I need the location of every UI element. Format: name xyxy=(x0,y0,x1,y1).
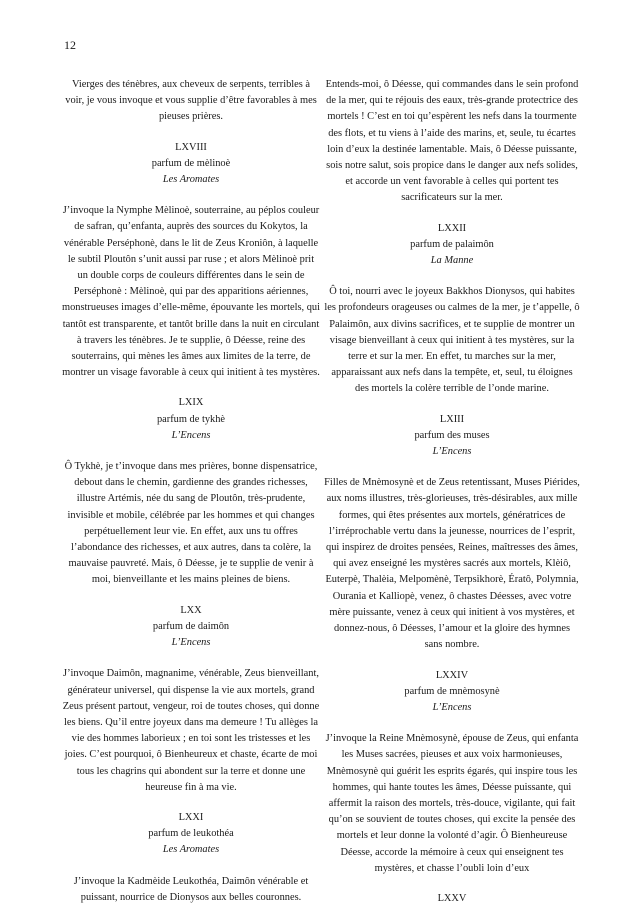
hymn-text: J’invoque Daimôn, magnanime, vénérable, Zeus bienveillant, générateur universel, qui dispense la vie aux mortels, grand Zeus présent partout, vengeur, roi de toutes choses, qui donne les biens. Qu’il entre joyeux dans ma demeure ! Tu allèges la vie des hommes laborieux ; en toi sont les tristesses et les joies. C’est pourquoi, ô Bienheureux et chaste, écarte de moi tous les chagrins qui abondent sur la terre et donne une heureuse fin à ma vie. xyxy=(62,668,320,793)
hymn-aromate: La Manne xyxy=(430,255,474,267)
hymn-text: Ô Tykhè, je t’invoque dans mes prières, bonne dispensatrice, debout dans le chemin, gardienne des grandes richesses, illustre Artémis, née du sang de Ploutôn, très-prudente, invisible et mobile, célébrée par les hommes et qui changes perpétuellement leur vie. En effet, aux uns tu offres l’abondance des richesses, et aux autres, dans ta colère, la mauvaise pauvreté. Mais, ô Déesse, je te supplie de venir à moi, bienveillante et les mains pleines de biens. xyxy=(64,461,318,586)
left-column xyxy=(62,77,320,906)
hymn-aromate: L’Encens xyxy=(171,429,211,441)
continued-text: Entends-moi, ô Déesse, qui commandes dans le sein profond de la mer, qui te réjouis des eaux, très-grande protectrice des mortels ! C’est en toi qu’espèrent les nefs dans la tourmente des flots, et tu viens à l’aide des marins, et, seule, tu écartes loin d’eux la destinée lamentable. Mais, ô Déesse puissante, sois notre salut, sois propice dans le danger aux nefs solides, et accorde un vent favorable à celles qui portent tes sacrificateurs sur la mer. xyxy=(325,79,579,204)
hymn-text: Ô toi, nourri avec le joyeux Bakkhos Dionysos, qui habites les profondeurs orageuses ou calmes de la mer, je t’appelle, ô Palaimôn, aux divins sacrifices, et te supplie de montrer un visage bienveillant à ceux qui initient à tes mystères, sur la terre et sur la mer. En effet, tu marches sur la mer, apparaissant aux nefs dans la tempête, et, seul, tu éloignes des mortels la colère terrible de l’onde marine. xyxy=(324,286,580,395)
hymn-numeral: LXXI xyxy=(178,811,204,823)
hymn-perfume: parfum de palaimôn xyxy=(410,238,494,250)
hymn-text: Filles de Mnèmosynè et de Zeus retentissant, Muses Piérides, aux noms illustres, très-glorieuses, très-désirables, aux mille formes, qui êtes présentes aux mortels, génératrices de l’irréprochable vertu dans la jeunesse, nourrices de l’esprit, qui inspirez de droites pensées, Reines, maîtresses des âmes, qui avez enseigné les mystères sacrés aux mortels, Klèiô, Euterpè, Thalèia, Melpomènè, Terpsikhorè, Ératô, Polymnia, Ourania et Kalliopè, venez, ô chastes Déesses, avec votre mère puissante, venez à ceux qui initient à vos mystères, et donnez-nous, ô Déesses, l’amour et la gloire des hymnes sans nombre. xyxy=(324,477,580,651)
hymn-numeral: LXVIII xyxy=(175,141,207,153)
hymn-text: J’invoque la Nymphe Mèlinoè, souterraine, au péplos couleur de safran, qu’enfanta, auprès des sources du Kokytos, la vénérable Perséphonè, dans le lit de Zeus Kroniôn, à laquelle le subtil Ploutôn s’unit aussi par ruse ; et alors Mèlinoè prit un double corps de couleurs différentes dans le sein de Perséphonè : Mèlinoè, qui par des apparitions aériennes, monstrueuses images d’elle-même, épouvante les mortels, qui tantôt est transparente, et tantôt brille dans la nuit en circulant à travers les ténèbres. Je te supplie, ô Déesse, reine des souterrains, qui mènes les âmes aux limites de la terre, de montrer un visage favorable à ceux qui initient à tes mystères. xyxy=(62,205,320,379)
continued-text: Vierges des ténèbres, aux cheveux de serpents, terribles à voir, je vous invoque et vous supplie d’être favorables à mes pieuses prières. xyxy=(65,79,317,123)
hymn-text: J’invoque la Reine Mnèmosynè, épouse de Zeus, qui enfanta les Muses sacrées, pieuses et aux voix harmonieuses, Mnèmosynè qui guérit les esprits égarés, qui inspire tous les hommes, qui hante toutes les âmes, Déesse puissante, qui affermit la raison des mortels, très-douce, vigilante, qui fait qu’on se souvient de toutes choses, qui excite la pensée des mortels et leur donne la volonté d’agir. Ô Bienheureuse Déesse, accorde la mémoire à ceux qui enseignent tes mystères, et chasse l’oubli loin d’eux xyxy=(325,733,579,874)
hymn-perfume: parfum des muses xyxy=(414,429,490,441)
hymn-perfume: parfum de leukothéa xyxy=(148,828,234,840)
hymn-text: J’invoque la Kadmèide Leukothéa, Daimôn vénérable et puissant, nourrice de Dionysos aux belles couronnes. xyxy=(73,875,309,903)
hymn-aromate: Les Aromates xyxy=(162,844,220,856)
right-column xyxy=(324,77,580,907)
hymn-perfume: parfum de mèlinoè xyxy=(151,157,231,169)
hymn-perfume: parfum de tykhè xyxy=(156,413,226,425)
hymn-perfume: parfum de daimôn xyxy=(152,620,230,632)
page-number: 12 xyxy=(64,38,76,52)
hymn-aromate: Les Aromates xyxy=(162,174,220,186)
hymn-numeral: LXIII xyxy=(439,413,465,425)
hymn-aromate: L’Encens xyxy=(171,637,211,649)
hymn-numeral: LXIX xyxy=(178,397,204,409)
hymn-numeral: LXXIV xyxy=(435,669,469,681)
hymn-numeral: LXX xyxy=(180,604,202,616)
hymn-numeral: LXXII xyxy=(437,222,467,234)
hymn-numeral: LXXV xyxy=(437,892,467,904)
hymn-aromate: L’Encens xyxy=(432,446,472,458)
hymn-aromate: L’Encens xyxy=(432,701,472,713)
hymn-perfume: parfum de mnèmosynè xyxy=(404,685,500,697)
